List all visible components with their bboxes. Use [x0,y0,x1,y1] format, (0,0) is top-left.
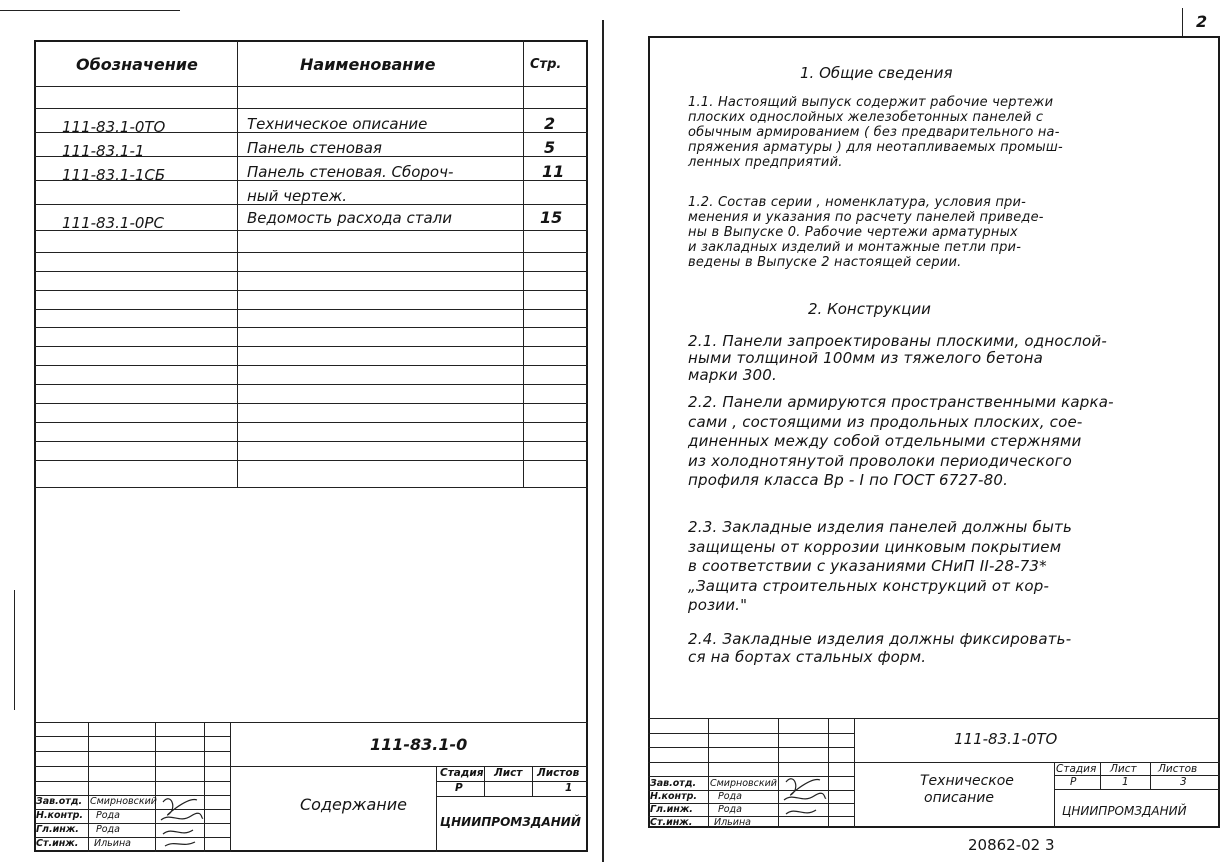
left-stamp-col [484,766,485,796]
table-row-line [34,460,588,461]
left-signer-name: Смирновский [90,796,157,807]
right-stamp-col [854,718,855,828]
left-signer-role: Ст.инж. [36,838,79,849]
right-signer-role: Гл.инж. [650,804,693,815]
table-row-line [34,441,588,442]
paragraph-line: профиля класса Вр - I по ГОСТ 6727-80. [688,471,1009,489]
col-header-designation: Обозначение [76,55,198,74]
right-stamp-title-2: описание [924,790,994,806]
paragraph-line: 1.1. Настоящий выпуск содержит рабочие чертежи [688,95,1054,110]
right-stamp-sheets-label: Листов [1158,763,1198,775]
row-name: Техническое описание [247,115,428,133]
table-row-line [34,309,588,310]
left-stamp-top-line [34,722,588,723]
right-signer-role: Н.контр. [650,791,698,802]
row-page: 15 [540,208,563,227]
right-stamp-code: 111-83.1-0ТО [954,730,1058,748]
paragraph-line: пряжения арматуры ) для неотапливаемых промыш- [688,140,1063,155]
left-stamp-col [155,722,156,852]
right-stamp-sheets: 3 [1180,776,1187,788]
table-row-line [34,290,588,291]
right-signer-role: Зав.отд. [650,778,697,789]
right-stamp-line [648,733,854,734]
row-name: Панель стеновая [247,139,382,157]
right-stamp-col [1150,762,1151,789]
paragraph-line: 2.3. Закладные изделия панелей должны быть [688,518,1073,536]
page-number: 2 [1196,12,1208,31]
right-stamp-top-line [648,718,1220,719]
left-stamp-sheet-label: Лист [494,767,523,779]
row-name: ный чертеж. [247,187,348,205]
paragraph [688,333,1107,384]
paragraph-line: диненных между собой отдельными стержнями [688,432,1082,450]
paragraph-line: ведены в Выпуске 2 настоящей серии. [688,255,962,270]
paragraph-line: ными толщиной 100мм из тяжелого бетона [688,349,1043,367]
paragraph-line: ны в Выпуске 0. Рабочие чертежи арматурных [688,225,1018,240]
col-header-name: Наименование [300,55,436,74]
table-row-line [34,252,588,253]
right-signer-role: Ст.инж. [650,817,693,828]
right-signer-name: Рода [718,804,742,815]
paragraph [688,393,1114,491]
table-row-line [34,422,588,423]
left-stamp-org: ЦНИИПРОМЗДАНИЙ [440,815,581,829]
table-row-line [34,108,588,109]
page-fold-line [602,20,604,862]
table-row-line [34,403,588,404]
paragraph-line: 2.2. Панели армируются пространственными карка- [688,393,1114,411]
row-page: 5 [544,138,556,157]
paragraph-line: из холоднотянутой проволоки периодического [688,451,1073,470]
scan-edge-line [14,590,15,710]
paragraph-line: обычным армированием ( без предварительного на- [688,125,1060,140]
right-stamp-sheet-label: Лист [1110,763,1137,775]
left-signer-name: Рода [96,810,120,821]
paragraph-line: менения и указания по расчету панелей приведе- [688,210,1044,225]
paragraph-line: 1.2. Состав серии , номенклатура, условия при- [688,195,1027,210]
paragraph-line: ленных предприятий. [688,155,843,170]
page-number-box-line [1182,8,1183,36]
left-stamp-sheets-label: Листов [537,767,580,779]
paragraph-line: сами , состоящими из продольных плоских, сое- [688,412,1083,431]
right-stamp-col [778,718,779,828]
row-name: Ведомость расхода стали [247,209,453,227]
left-header-bottom-line [34,86,588,87]
paragraph-line: 2.4. Закладные изделия должны фиксировать- [688,630,1072,648]
table-row-line [34,271,588,272]
right-signature-scribble [780,770,830,826]
row-designation: 111-83.1-1 [62,142,145,160]
paragraph-line: и закладных изделий и монтажные петли при- [688,240,1022,255]
right-stamp-line [648,747,854,748]
right-stamp-org: ЦНИИПРОМЗДАНИЙ [1062,804,1187,818]
table-row-line [34,327,588,328]
paragraph-line: розии." [688,596,748,614]
row-page: 2 [544,114,556,133]
table-row-line [34,487,588,488]
right-stamp-sheet: 1 [1122,776,1129,788]
paragraph-line: защищены от коррозии цинковым покрытием [688,537,1062,556]
table-row-line [34,346,588,347]
left-stamp-col [88,722,89,852]
table-row-line [34,384,588,385]
paragraph-line: 2.1. Панели запроектированы плоскими, однослой- [688,332,1107,350]
right-stamp-stage-label: Стадия [1056,763,1097,775]
row-designation: 111-83.1-0ТО [62,118,166,136]
left-stamp-stage-label: Стадия [440,767,484,779]
left-signature-scribble [157,790,207,850]
left-stamp-col [436,766,437,852]
right-signer-name: Смирновский [710,778,777,789]
paragraph [688,195,1044,270]
paragraph [688,518,1072,616]
paragraph [688,630,1071,666]
left-stamp-col [532,766,533,796]
right-stamp-line [1054,789,1220,790]
right-stamp-col [1054,762,1055,828]
left-stamp-line [34,736,230,737]
left-stamp-code: 111-83.1-0 [370,735,468,754]
section-heading: 1. Общие сведения [800,64,953,82]
left-stamp-line [34,781,230,782]
scan-edge-line [0,10,180,11]
left-stamp-line [34,751,230,752]
left-signer-role: Гл.инж. [36,824,79,835]
left-stamp-stage: Р [455,782,463,794]
left-stamp-title: Содержание [300,795,407,814]
col-header-page: Стр. [530,57,562,72]
left-signer-role: Н.контр. [36,810,84,821]
archive-number: 20862-02 3 [968,836,1055,854]
paragraph-line: „Защита строительных конструкций от кор- [688,576,1050,595]
right-stamp-col [1100,762,1101,789]
left-stamp-line [436,796,588,797]
left-signer-role: Зав.отд. [36,796,83,807]
right-stamp-col [708,718,709,828]
left-stamp-col [230,722,231,852]
right-signer-name: Ильина [714,817,751,828]
row-name: Панель стеновая. Сбороч- [247,163,454,181]
table-row-line [34,365,588,366]
right-stamp-line [1054,775,1220,776]
paragraph [688,95,1063,170]
row-designation: 111-83.1-1СБ [62,166,166,184]
right-stamp-stage: Р [1070,776,1077,788]
paragraph-line: ся на бортах стальных форм. [688,648,927,666]
section-heading: 2. Конструкции [808,300,931,318]
right-stamp-title-1: Техническое [920,773,1014,789]
right-signer-name: Рода [718,791,742,802]
paragraph-line: марки 300. [688,366,778,384]
left-sheet-frame [34,40,588,852]
paragraph-line: в соответствии с указаниями СНиП II-28-73* [688,557,1047,575]
paragraph-line: плоских однослойных железобетонных панелей с [688,110,1044,125]
left-signer-name: Рода [96,824,120,835]
row-designation: 111-83.1-0РС [62,214,164,232]
left-signer-name: Ильина [94,838,131,849]
row-page: 11 [542,162,565,181]
left-stamp-sheets: 1 [565,782,573,794]
